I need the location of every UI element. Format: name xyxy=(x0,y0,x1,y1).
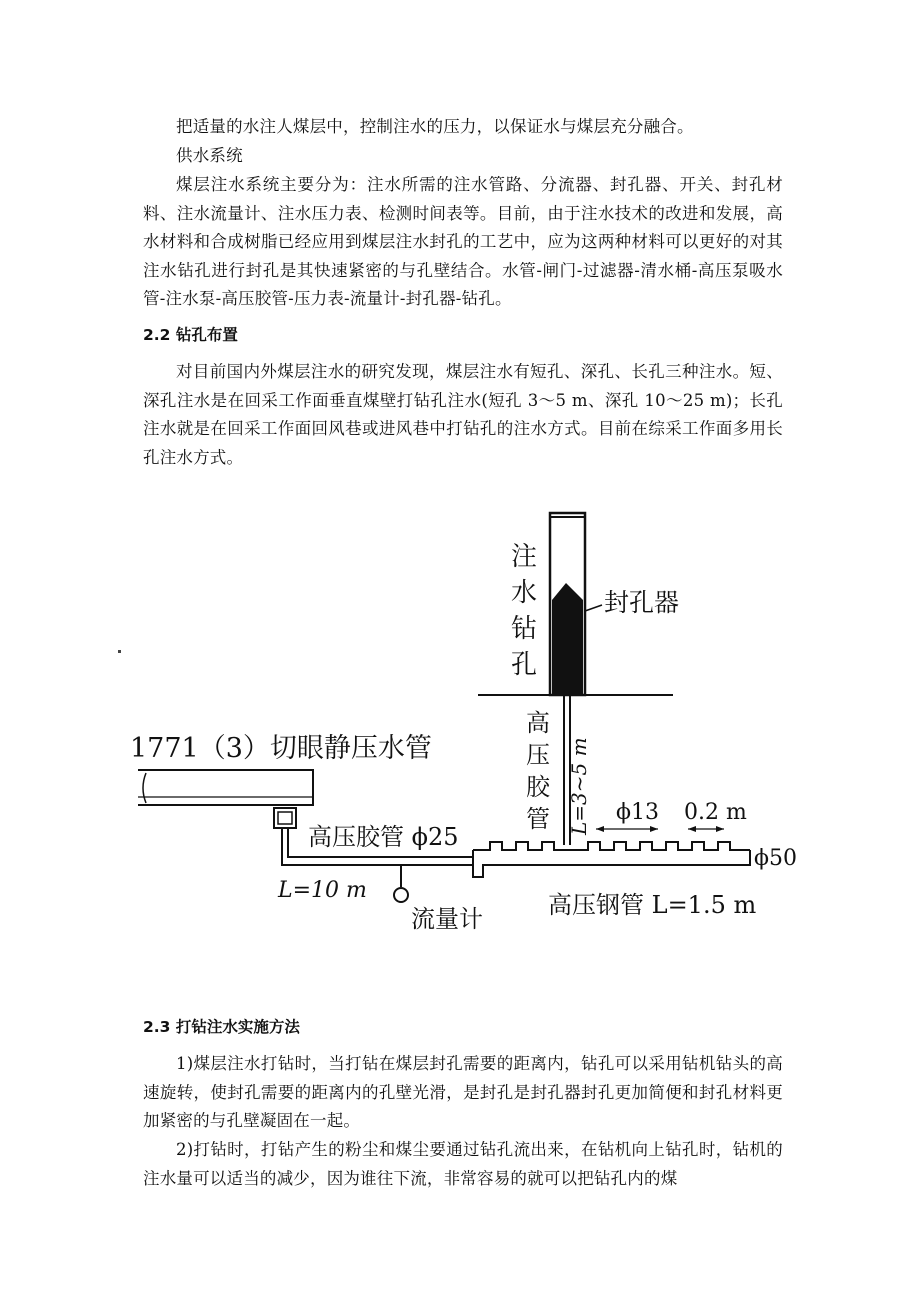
paragraph-drilling-step-1: 1)煤层注水打钻时，当打钻在煤层封孔需要的距离内，钻孔可以采用钻机钻头的高速旋转，使封孔需要的距离内的孔壁光滑，是封孔是封孔器封孔更加简便和封孔材料更加紧密的与孔壁凝固在一起。 xyxy=(143,1054,783,1130)
sealer-leader-line xyxy=(585,605,602,611)
label-L10: L=10 m xyxy=(278,878,367,903)
steel-pipe-holes xyxy=(473,842,750,850)
label-hose-char-4: 管 xyxy=(526,805,550,833)
section-heading-2-3: 2.3 打钻注水实施方法 xyxy=(143,1018,300,1036)
dim-spacing-arrow-left xyxy=(688,826,696,832)
label-pipe-source: 1771（3）切眼静压水管 xyxy=(130,733,432,764)
paragraph-intro: 把适量的水注人煤层中，控制注水的压力，以保证水与煤层充分融合。 xyxy=(176,117,694,136)
label-phi50: ϕ50 xyxy=(754,846,797,871)
dim-phi13-arrow-right xyxy=(650,826,658,832)
label-hose-phi25: 高压胶管 ϕ25 xyxy=(308,823,459,851)
label-spacing: 0.2 m xyxy=(684,800,747,825)
label-char-2: 水 xyxy=(511,578,538,608)
label-length-vertical: L=3~5 m xyxy=(567,737,591,835)
vertical-hose-label xyxy=(526,709,551,833)
section-heading-2-2: 2.2 钻孔布置 xyxy=(143,326,238,344)
label-flowmeter: 流量计 xyxy=(411,905,483,933)
label-hose-char-3: 胶 xyxy=(526,773,550,801)
label-steel-pipe: 高压钢管 L=1.5 m xyxy=(548,891,757,919)
steel-pipe-body xyxy=(473,850,750,877)
drill-hole-label xyxy=(511,542,537,680)
flowmeter-icon xyxy=(394,888,408,902)
label-hose-char-1: 高 xyxy=(526,709,550,737)
paragraph-drilling-step-2: 2)打钻时，打钻产生的粉尘和煤尘要通过钻孔流出来，在钻机向上钻孔时，钻机的注水量可以适当的减少，因为谁往下流，非常容易的就可以把钻孔内的煤 xyxy=(143,1140,783,1188)
source-pipe xyxy=(138,770,313,805)
water-injection-diagram xyxy=(118,505,818,955)
paragraph-drill-layout: 对目前国内外煤层注水的研究发现，煤层注水有短孔、深孔、长孔三种注水。短、深孔注水是在回采工作面垂直煤壁打钻孔注水(短孔 3～5 m、深孔 10～25 m)；长孔注水就是在回采工作面回风巷或进风巷中打钻孔的注水方式。目前在综采工作面多用长孔注水方式。 xyxy=(143,362,783,467)
label-char-1: 注 xyxy=(511,542,538,572)
label-phi13: ϕ13 xyxy=(616,800,659,825)
paragraph-water-supply-system: 煤层注水系统主要分为：注水所需的注水管路、分流器、封孔器、开关、封孔材料、注水流量计、注水压力表、检测时间表等。目前，由于注水技术的改进和发展，高水材料和合成树脂已经应用到煤层注水封孔的工艺中，应为这两种材料可以更好的对其注水钻孔进行封孔是其快速紧密的与孔壁结合。水管-闸门-过滤器-清水桶-高压泵吸水管-注水泵-高压胶管-压力表-流量计-封孔器-钻孔。 xyxy=(143,175,783,308)
paragraph-water-supply-title: 供水系统 xyxy=(176,146,243,165)
label-char-3: 钻 xyxy=(511,614,538,644)
sealer-shape xyxy=(552,583,583,694)
source-pipe-break xyxy=(143,773,146,803)
dim-phi13-arrow-left xyxy=(596,826,604,832)
dim-spacing-arrow-right xyxy=(716,826,724,832)
label-hose-char-2: 压 xyxy=(526,741,550,769)
label-char-4: 孔 xyxy=(511,650,538,680)
valve-connector-inner xyxy=(278,812,292,824)
label-sealer: 封孔器 xyxy=(604,588,680,617)
